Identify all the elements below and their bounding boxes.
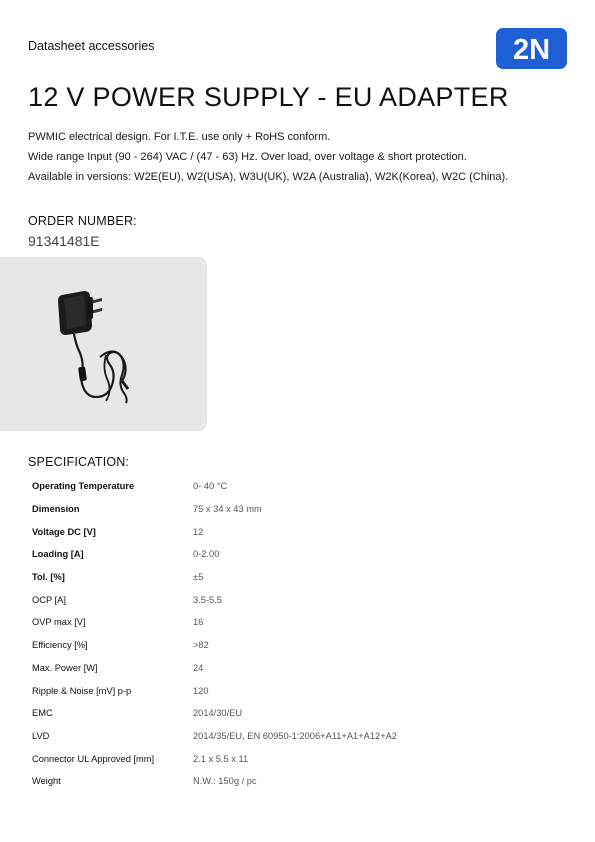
spec-row xyxy=(28,657,488,680)
spec-value: 0- 40 °C xyxy=(193,481,228,492)
spec-row xyxy=(28,475,488,498)
spec-key: Ripple & Noise [mV] p-p xyxy=(32,685,132,696)
spec-value: 2.1 x 5.5 x 11 xyxy=(193,753,249,764)
order-number-label: ORDER NUMBER: xyxy=(28,214,137,228)
specification-table xyxy=(28,475,488,793)
spec-row xyxy=(28,725,488,748)
spec-row xyxy=(28,702,488,725)
description-line: Wide range Input (90 - 264) VAC / (47 - 63) Hz. Over load, over voltage & short protection. xyxy=(28,151,467,163)
description-line: PWMIC electrical design. For I.T.E. use only + RoHS conform. xyxy=(28,131,331,143)
spec-value: 120 xyxy=(193,685,209,696)
brand-logo xyxy=(496,28,567,69)
spec-value: 2014/35/EU, EN 60950-1:2006+A11+A1+A12+A2 xyxy=(193,730,398,741)
spec-key: OVP max [V] xyxy=(32,617,86,628)
spec-row xyxy=(28,611,488,634)
specification-heading: SPECIFICATION: xyxy=(28,455,130,469)
power-adapter-image xyxy=(40,285,140,410)
spec-key: Loading [A] xyxy=(32,549,84,560)
spec-value: 2014/30/EU xyxy=(193,708,243,719)
spec-value: 12 xyxy=(193,526,204,537)
spec-key: Max. Power [W] xyxy=(32,662,98,673)
spec-key: Tol. [%] xyxy=(32,572,65,583)
spec-row xyxy=(28,747,488,770)
spec-key: Operating Temperature xyxy=(32,481,135,492)
spec-row xyxy=(28,588,488,611)
spec-key: Efficiency [%] xyxy=(32,640,88,651)
logo-text: 2N xyxy=(512,34,551,66)
spec-row xyxy=(28,634,488,657)
order-number-value: 91341481E xyxy=(28,233,100,249)
spec-row xyxy=(28,520,488,543)
spec-value: 0-2.00 xyxy=(193,549,220,560)
spec-key: Connector UL Approved [mm] xyxy=(32,753,155,764)
logo-2n-icon xyxy=(496,28,567,69)
description-line: Available in versions: W2E(EU), W2(USA), W3U(UK), W2A (Australia), W2K(Korea), W2C (China). xyxy=(28,171,509,183)
spec-row xyxy=(28,566,488,589)
document-category: Datasheet accessories xyxy=(28,39,155,53)
spec-key: Voltage DC [V] xyxy=(32,526,96,537)
spec-value: ±5 xyxy=(193,572,204,583)
spec-key: OCP [A] xyxy=(32,594,66,605)
spec-value: N.W.: 150g / pc xyxy=(193,776,257,787)
spec-key: LVD xyxy=(32,730,50,741)
spec-key: EMC xyxy=(32,708,53,719)
spec-value: >82 xyxy=(193,640,209,651)
spec-row xyxy=(28,543,488,566)
product-title: 12 V POWER SUPPLY - EU ADAPTER xyxy=(28,82,509,112)
spec-row xyxy=(28,679,488,702)
spec-value: 16 xyxy=(193,617,204,628)
spec-value: 24 xyxy=(193,662,204,673)
spec-value: 75 x 34 x 43 mm xyxy=(193,504,262,515)
spec-row xyxy=(28,770,488,793)
spec-key: Dimension xyxy=(32,504,80,515)
product-description xyxy=(28,131,573,191)
spec-row xyxy=(28,498,488,521)
spec-key: Weight xyxy=(32,776,61,787)
spec-value: 3.5-5.5 xyxy=(193,594,222,605)
product-photo-panel xyxy=(0,257,207,431)
